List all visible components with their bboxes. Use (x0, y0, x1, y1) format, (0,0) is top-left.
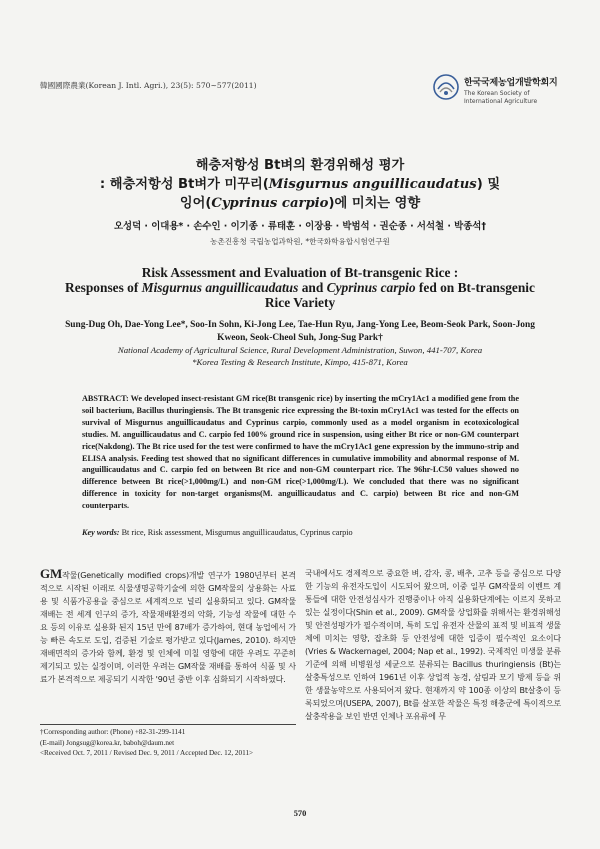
english-affiliation: National Academy of Agricultural Science, Rural Development Administration, Suwon, 441-707, Korea *Korea Testing & Research Institute, Kimpo, 415-871, Korea (117, 345, 483, 367)
drop-cap: GM (40, 567, 63, 581)
society-logo (432, 73, 562, 105)
journal-citation: 韓國國際農業(Korean J. Intl. Agri.), 23(5): 570~577(2011) (40, 81, 257, 90)
body-column-right (305, 567, 561, 840)
footnote-email: (E-mail) Jongsug@korea.kr, baboh@daum.net (40, 738, 175, 747)
keywords-list: Bt rice, Risk assessment, Misgurnus anguillicaudatus, Cyprinus carpio (121, 528, 353, 537)
korean-title-line1: 해충저항성 Bt벼의 환경위해성 평가 (195, 158, 405, 173)
keywords-label: Key words: (82, 528, 120, 537)
korean-title-line2: : 해충저항성 Bt벼가 미꾸리(Misgurnus anguillicaudatus) 및 (99, 177, 501, 192)
footnote-divider (40, 724, 296, 725)
korean-title (0, 156, 600, 213)
english-title: Risk Assessment and Evaluation of Bt-transgenic Rice : Responses of Misgurnus anguillicaudatus and Cyprinus carpio fed on Bt-transgenic Rice Variety (65, 265, 535, 310)
abstract: ABSTRACT: We developed insect-resistant GM rice(Bt transgenic rice) by inserting the mCry1Ac1 a modified gene from the soil bacterium, Bacillus thuringiensis. The Bt transgenic rice expressing the Bt-toxin mCry1Ac1 was tested for the effects on survival of Misgurnus anguillicaudatus and Cyprinus carpio, commonly used as a model organism in ecotoxicological studies. M. anguillicaudatus and C. carpio fed 100% ground rice in suspension, using either Bt rice or non-GM counterpart rice(Nakdong). The Bt rice used for the test were confirmed to have the mCry1Ac1 gene expression by the immuno-strip and ELISA analysis. Feeding test showed that no significant differences in cumulative immobility and abnormal response of M. anguillicaudatus and C. carpio fed on between Bt rice and non-GM counterpart rice. The 96hr-LC50 values showed no difference between Bt rice(>1,000mg/L) and non-GM rice(>1,000mg/L). We concluded that there was no significant difference in toxicity for non-target organisms(M. anguillicaudatus and C. carpio) between Bt rice and non-GM counterparts. (82, 394, 519, 511)
page-number: 570 (293, 809, 307, 818)
body-left-text: 작물(Genetically modified crops)개발 연구가 1980년부터 본격적으로 시작된 이래로 식물생명공학기술에 의한 GM작물의 상용화는 사료용 및 식품가공용을 중심으로 세계적으로 널리 실용화되고 있다. GM작물 재배는 전 세계 인구의 증가, 작물재배환경의 악화, 기능성 작물에 대한 수요 등의 이유로 실용화 된지 15년 만에 87배가 증가하여, 현대 농업에서 가능 빠른 속도로 도입, 검증된 기술로 평가받고 있다(James, 2010). 하지만 재배면적의 증가와 함께, 환경 및 인체에 미칠 영향에 대한 우려도 꾸준히 제기되고 있는 실정이며, 이러한 우려는 GM작물 재배를 통하여 식품 및 사료가 본격적으로 제공되기 시작한 '90년 중반 이후 심화되기 시작하였다. (40, 571, 296, 684)
footnotes (40, 727, 300, 759)
korean-authors: 오성덕 · 이대용* · 손수인 · 이기종 · 류태훈 · 이장용 · 박범석 · 권순종 · 서석철 · 박종석† (113, 221, 487, 232)
logo-korean-name: 한국국제농업개발학회지 (464, 78, 558, 88)
logo-english-name: The Korean Society of International Agriculture (464, 90, 538, 105)
footnote-received: <Received Oct. 7, 2011 / Revised Dec. 9, 2011 / Accepted Dec. 12, 2011> (40, 749, 254, 757)
society-emblem-icon (432, 73, 460, 101)
footnote-corresponding: †Corresponding author: (Phone) +82-31-299-1141 (40, 728, 186, 736)
body-column-left (40, 567, 296, 727)
keywords (82, 527, 519, 538)
english-authors: Sung-Dug Oh, Dae-Yong Lee*, Soo-In Sohn, Ki-Jong Lee, Tae-Hun Ryu, Jang-Yong Lee, Beom-Seok Park, Soon-Jong Kweon, Seok-Cheol Suh, Jong-Sug Park† (65, 320, 535, 343)
body-right-text: 국내에서도 경제적으로 중요한 벼, 감자, 콩, 배추, 고추 등을 중심으로 다양한 기능의 유전자도입이 시도되어 왔으며, 이중 일부 GM작물의 이벤트 계통들에 대한 안전성심사가 진행중이나 아직 실용화단계에는 이르지 못하고 있는 실정이다(Shin et al., 2009). GM작물 상업화를 위해서는 환경위해성 및 안전성평가가 필수적이며, 특히 도입 유전자 산물의 표적 및 비표적 생물체에 미치는 영향, 잡초화 등 안전성에 대한 입증이 필수적인 요소이다(Vries & Wackernagel, 2004; Nap et al., 1992). 국제적인 미생물 분류기준에 의해 비병원성 세균으로 분류되는 Bacillus thuringiensis (Bt)는 살충특성으로 인하여 1961년 이후 상업적 농경, 삼림과 모기 방제 등을 위한 생물농약으로 사용되어져 왔다. 현재까지 약 100종 이상의 Bt살충이 등록되었으며(USEPA, 2007), Bt를 살포한 작물은 특정 해충군에 특이적으로 살충작용을 보인 반면 인체나 포유류에 무 (305, 569, 561, 721)
korean-affiliation: 농촌진흥청 국립농업과학원, *한국화학융합시험연구원 (210, 237, 390, 246)
korean-title-line3: 잉어(Cyprinus carpio)에 미치는 영향 (179, 196, 421, 211)
